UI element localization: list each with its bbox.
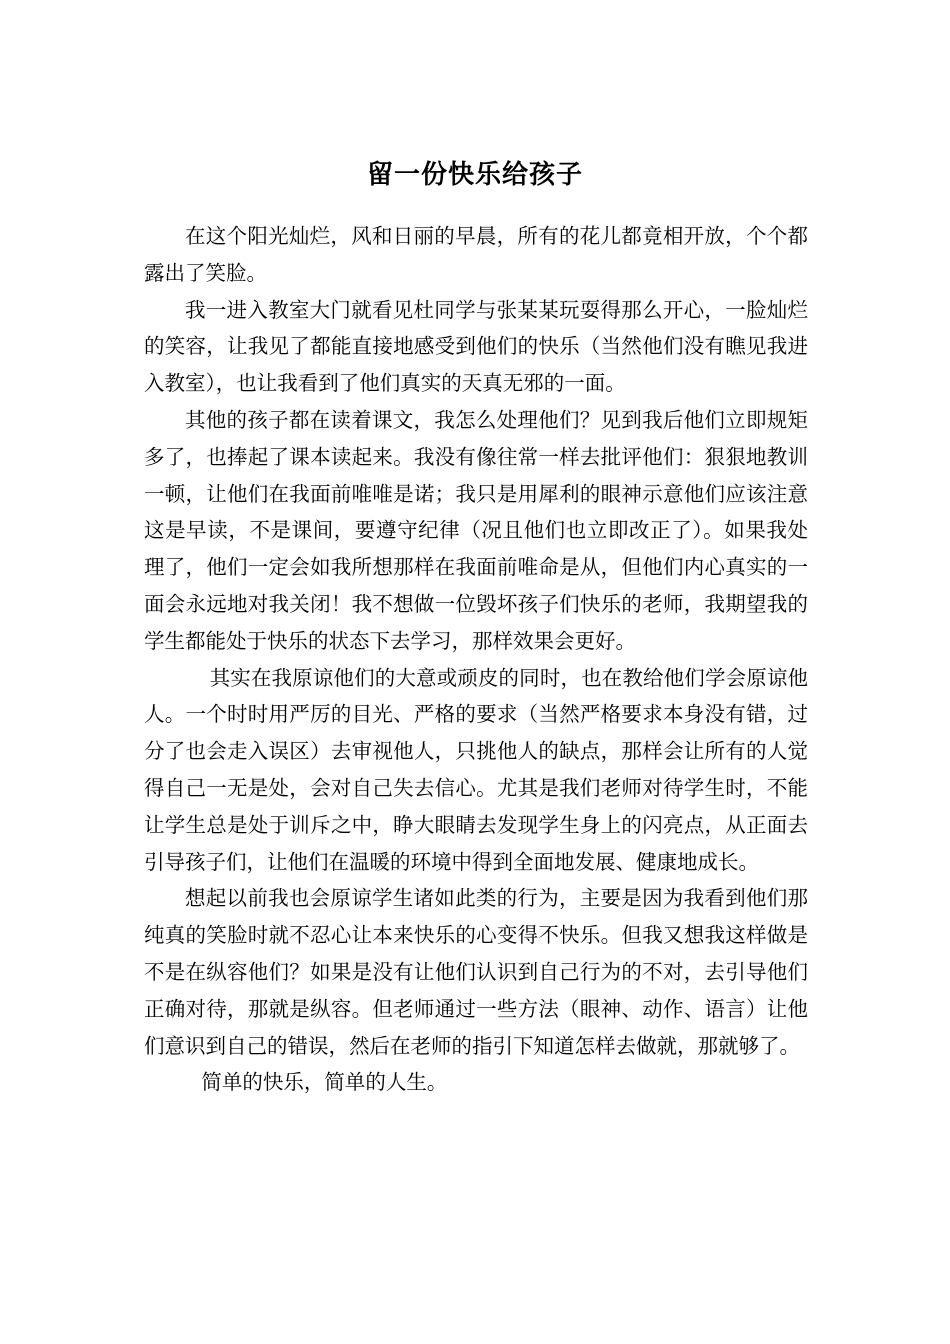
paragraph-5: 想起以前我也会原谅学生诸如此类的行为，主要是因为我看到他们那纯真的笑脸时就不忍心让本来快乐的心变得不快乐。但我又想我这样做是不是在纵容他们？如果是没有让他们认识到自己行为的不对，去引导他们正确对待，那就是纵容。但老师通过一些方法（眼神、动作、语言）让他们意识到自己的错误，然后在老师的指引下知道怎样去做就，那就够了。 xyxy=(144,886,808,1058)
document-title: 留一份快乐给孩子 xyxy=(366,160,583,190)
paragraph-4: 其实在我原谅他们的大意或顽皮的同时，也在教给他们学会原谅他人。一个时时用严厉的目光、严格的要求（当然严格要求本身没有错，过分了也会走入误区）去审视他人，只挑他人的缺点，那样会让所有的人觉得自己一无是处，会对自己失去信心。尤其是我们老师对待学生时，不能让学生总是处于训斥之中，睁大眼睛去发现学生身上的闪亮点，从正面去引导孩子们，让他们在温暖的环境中得到全面地发展、健康地成长。 xyxy=(144,665,808,874)
document-body xyxy=(144,218,808,1101)
paragraph-3: 其他的孩子都在读着课文，我怎么处理他们？见到我后他们立即规矩多了，也捧起了课本读起来。我没有像往常一样去批评他们：狠狠地教训一顿，让他们在我面前唯唯是诺；我只是用犀利的眼神示意他们应该注意这是早读，不是课间，要遵守纪律（况且他们也立即改正了）。如果我处理了，他们一定会如我所想那样在我面前唯命是从，但他们内心真实的一面会永远地对我关闭！我不想做一位毁坏孩子们快乐的老师，我期望我的学生都能处于快乐的状态下去学习，那样效果会更好。 xyxy=(144,407,808,653)
paragraph-1: 在这个阳光灿烂，风和日丽的早晨，所有的花儿都竟相开放，个个都露出了笑脸。 xyxy=(144,224,808,285)
paragraph-6: 简单的快乐，简单的人生。 xyxy=(201,1070,448,1095)
paragraph-2: 我一进入教室大门就看见杜同学与张某某玩耍得那么开心，一脸灿烂的笑容，让我见了都能直接地感受到他们的快乐（当然他们没有瞧见我进入教室），也让我看到了他们真实的天真无邪的一面。 xyxy=(144,297,808,396)
